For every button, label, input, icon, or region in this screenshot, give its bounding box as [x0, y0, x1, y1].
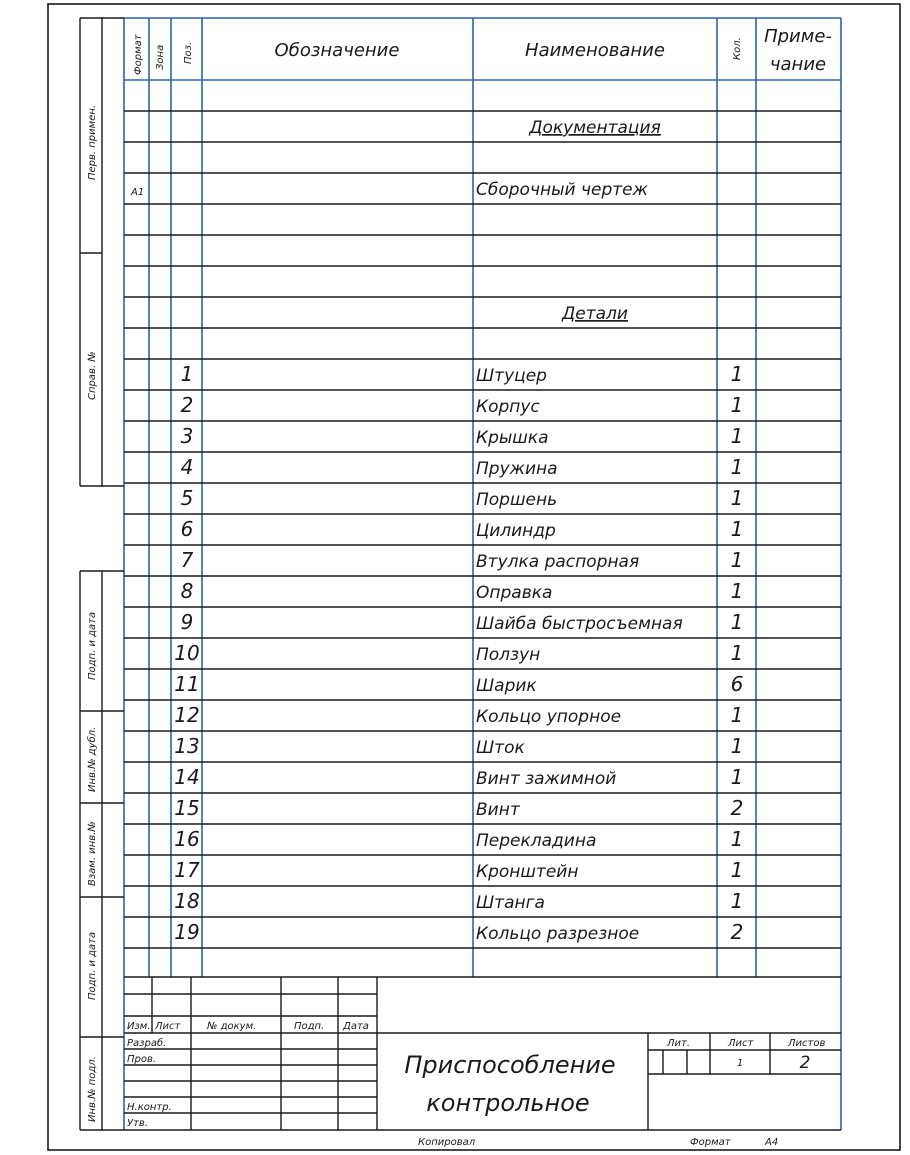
header-qty: Кол.: [732, 37, 743, 60]
row-quantity: 1: [730, 393, 744, 417]
row-name: Пружина: [476, 459, 558, 479]
side-instead-inv: Взам. инв.№: [87, 821, 98, 886]
stamp-col-change: Изм.: [127, 1021, 151, 1032]
row-quantity: 1: [730, 765, 744, 789]
row-position: 11: [174, 672, 200, 696]
stamp-title-line2: контрольное: [426, 1089, 590, 1117]
row-quantity: 1: [730, 703, 744, 727]
row-name: Винт зажимной: [476, 769, 617, 789]
header-zone: Зона: [155, 44, 166, 70]
sheet-outer-border: [48, 4, 900, 1150]
row-position: 5: [180, 486, 194, 510]
stamp-sheet-value: 1: [736, 1058, 744, 1069]
row-name: Крышка: [476, 428, 549, 448]
stamp-col-sign: Подп.: [294, 1021, 325, 1032]
row-quantity: 2: [730, 796, 744, 820]
row-quantity: 1: [730, 548, 744, 572]
row-quantity: 1: [730, 641, 744, 665]
row-quantity: 2: [730, 920, 744, 944]
side-first-use: Перв. примен.: [87, 104, 98, 180]
row-name: Кольцо упорное: [476, 707, 622, 727]
stamp-approved: Утв.: [127, 1118, 148, 1129]
row-name: Винт: [476, 800, 520, 820]
header-pos: Поз.: [183, 41, 194, 64]
row-position: 9: [180, 610, 194, 634]
row-position: 1: [180, 362, 194, 386]
row-position: 13: [174, 734, 200, 758]
row-quantity: 1: [730, 827, 744, 851]
side-sign-date-1: Подп. и дата: [87, 611, 98, 680]
row-name: Штуцер: [476, 366, 547, 386]
stamp-checked: Пров.: [127, 1054, 157, 1065]
stamp-sheets-value: 2: [799, 1053, 811, 1073]
section-title: Документация: [529, 118, 661, 138]
section-title: Детали: [562, 304, 628, 324]
row-format: А1: [131, 187, 145, 198]
stamp-sheets-label: Листов: [788, 1038, 826, 1049]
row-name: Кольцо разрезное: [476, 924, 640, 944]
row-quantity: 1: [730, 455, 744, 479]
stamp-lit-label: Лит.: [667, 1038, 691, 1049]
row-position: 19: [174, 920, 200, 944]
header-note-line1: Приме-: [764, 26, 832, 47]
row-name: Оправка: [476, 583, 553, 603]
header-designation: Обозначение: [274, 40, 400, 61]
row-position: 10: [174, 641, 200, 665]
row-position: 12: [174, 703, 200, 727]
row-name: Втулка распорная: [476, 552, 640, 572]
row-quantity: 1: [730, 486, 744, 510]
row-name: Сборочный чертеж: [476, 180, 648, 200]
side-ref-no: Справ. №: [87, 351, 98, 400]
row-name: Корпус: [476, 397, 540, 417]
row-position: 4: [180, 455, 194, 479]
row-position: 17: [174, 858, 200, 882]
row-position: 18: [174, 889, 200, 913]
footer-format-value: А4: [765, 1137, 779, 1148]
row-quantity: 1: [730, 889, 744, 913]
side-inv-dup: Инв.№ дубл.: [87, 726, 98, 792]
stamp-col-sheet: Лист: [155, 1021, 181, 1032]
stamp-col-date: Дата: [343, 1021, 369, 1032]
header-format: Формат: [133, 34, 144, 75]
stamp-developed: Разраб.: [127, 1038, 167, 1049]
row-quantity: 1: [730, 579, 744, 603]
row-position: 16: [174, 827, 200, 851]
row-name: Штанга: [476, 893, 545, 913]
row-name: Кронштейн: [476, 862, 579, 882]
row-name: Шток: [476, 738, 525, 758]
spec-rows: [130, 118, 743, 944]
row-position: 3: [180, 424, 194, 448]
stamp-sheet-label: Лист: [728, 1038, 754, 1049]
side-inv-orig: Инв.№ подл.: [87, 1056, 98, 1122]
side-sign-date-2: Подп. и дата: [87, 931, 98, 1000]
row-position: 2: [180, 393, 194, 417]
row-quantity: 6: [730, 672, 744, 696]
row-position: 14: [174, 765, 200, 789]
row-quantity: 1: [730, 424, 744, 448]
stamp-col-docno: № докум.: [207, 1021, 257, 1032]
row-quantity: 1: [730, 517, 744, 541]
row-quantity: 1: [730, 734, 744, 758]
row-position: 7: [180, 548, 194, 572]
row-name: Шарик: [476, 676, 537, 696]
row-name: Поршень: [476, 490, 558, 510]
row-position: 15: [174, 796, 200, 820]
row-quantity: 1: [730, 362, 744, 386]
stamp-title-line1: Приспособление: [404, 1051, 616, 1079]
row-name: Цилиндр: [476, 521, 556, 541]
footer-format-label: Формат: [690, 1137, 731, 1148]
row-position: 6: [180, 517, 194, 541]
stamp-norm-control: Н.контр.: [127, 1102, 172, 1113]
row-name: Перекладина: [476, 831, 597, 851]
header-name: Наименование: [525, 40, 665, 61]
row-quantity: 1: [730, 610, 744, 634]
row-name: Шайба быстросъемная: [476, 614, 683, 634]
row-quantity: 1: [730, 858, 744, 882]
row-position: 8: [180, 579, 194, 603]
footer-copied: Копировал: [418, 1137, 476, 1148]
header-note-line2: чание: [769, 54, 827, 75]
row-name: Ползун: [476, 645, 541, 665]
